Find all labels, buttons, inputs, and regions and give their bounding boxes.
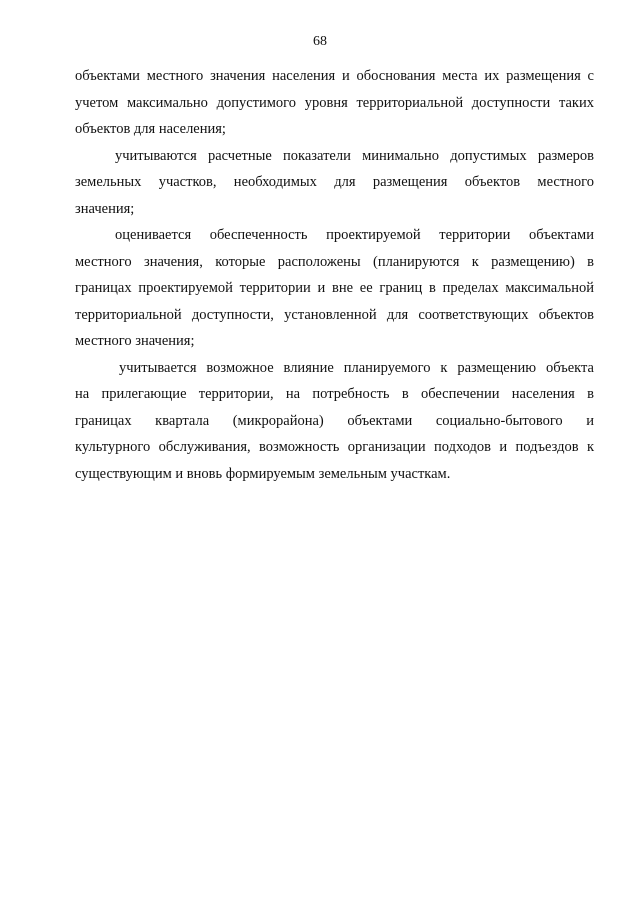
text-line: значения;	[75, 200, 135, 217]
text-line: на прилегающие территории, на потребность в обеспечении населения в	[75, 386, 594, 402]
text-line: оценивается обеспеченность проектируемой территории объектами	[115, 227, 594, 243]
paragraph-3	[75, 222, 594, 355]
text-line: земельных участков, необходимых для размещения объектов местного	[75, 174, 594, 190]
paragraph-1	[75, 63, 594, 143]
text-line: границах квартала (микрорайона) объектами социально-бытового и	[75, 412, 594, 429]
text-line: учитываются расчетные показатели минимально допустимых размеров	[115, 147, 594, 164]
text-line: местного значения, которые расположены (планируются к размещению) в	[75, 253, 594, 270]
paragraph-4	[75, 355, 594, 488]
text-line: существующим и вновь формируемым земельным участкам.	[75, 465, 451, 482]
text-line: границах проектируемой территории и вне ее границ в пределах максимальной	[75, 280, 594, 296]
paragraph-2	[75, 143, 594, 223]
document-body	[75, 63, 594, 487]
text-line: местного значения;	[75, 333, 195, 349]
page-number: 68	[313, 34, 327, 49]
text-line: объектами местного значения населения и обоснования места их размещения с	[75, 68, 594, 84]
text-line: учетом максимально допустимого уровня территориальной доступности таких	[75, 94, 594, 111]
text-line: культурного обслуживания, возможность организации подходов и подъездов к	[75, 439, 594, 455]
text-line: территориальной доступности, установленной для соответствующих объектов	[75, 306, 594, 323]
text-line: учитывается возможное влияние планируемого к размещению объекта	[119, 359, 594, 376]
text-line: объектов для населения;	[75, 121, 226, 137]
